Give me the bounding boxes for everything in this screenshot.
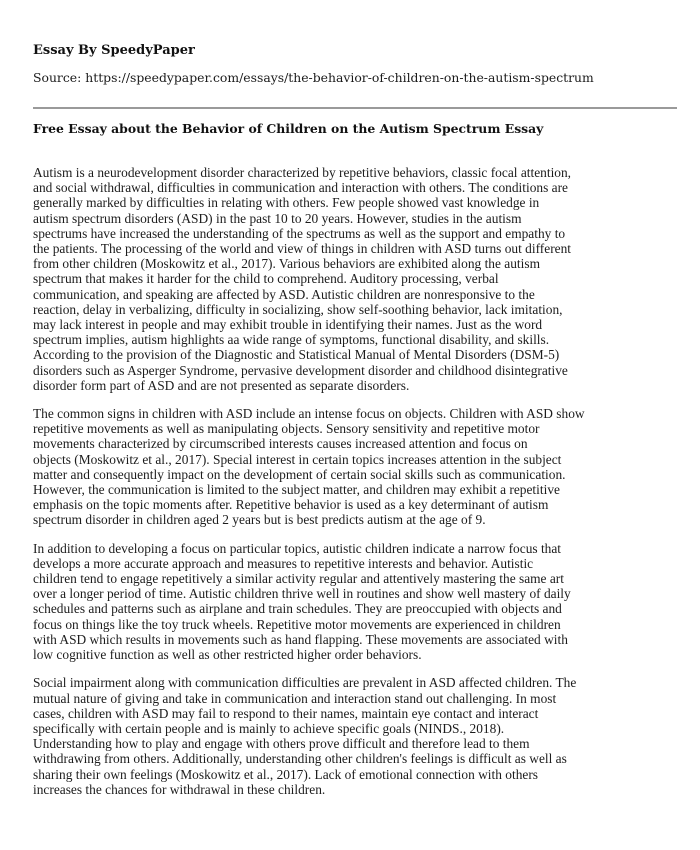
text-line: spectrums have increased the understanding of the spectrums as well as the support and empathy to (33, 225, 566, 241)
text-line: repetitive movements as well as manipulating objects. Sensory sensitivity and repetitive motor (33, 421, 540, 437)
text-line: objects (Moskowitz et al., 2017). Special interest in certain topics increases attention in the subject (33, 451, 562, 467)
text-line: with ASD which results in movements such as hand flapping. These movements are associated with (33, 631, 568, 647)
text-line: matter and consequently impact on the development of certain social skills such as communication. (33, 466, 566, 482)
text-line: disorders such as Asperger Syndrome, pervasive development disorder and childhood disintegrative (33, 362, 568, 378)
source-line: Source: https://speedypaper.com/essays/the-behavior-of-children-on-the-autism-spectrum (33, 70, 594, 85)
text-line: autism spectrum disorders (ASD) in the past 10 to 20 years. However, studies in the autism (33, 210, 522, 226)
essay-by-heading: Essay By SpeedyPaper (33, 43, 195, 58)
text-line: the patients. The processing of the world and view of things in children with ASD turns out different (33, 241, 572, 257)
text-line: mutual nature of giving and take in communication and interaction stand out challenging. In most (33, 690, 557, 706)
text-line: withdrawing from others. Additionally, understanding other children's feelings is difficult as well as (33, 751, 567, 767)
text-line: In addition to developing a focus on particular topics, autistic children indicate a narrow focus that (33, 540, 562, 556)
text-line: movements characterized by circumscribed interests causes increased attention and focus on (33, 436, 528, 452)
text-line: specifically with certain people and is mainly to achieve specific goals (NINDS., 2018). (33, 720, 505, 736)
text-line: disorder form part of ASD and are not presented as separate disorders. (33, 377, 410, 393)
text-line: However, the communication is limited to the subject matter, and children may exhibit a repetitive (33, 482, 560, 498)
text-line: from other children (Moskowitz et al., 2017). Various behaviors are exhibited along the autism (33, 256, 540, 272)
header-divider (33, 107, 677, 109)
text-line: Social impairment along with communication difficulties are prevalent in ASD affected children. The (33, 675, 577, 691)
text-line: focus on things like the toy truck wheels. Repetitive motor movements are experienced in children (33, 616, 561, 632)
text-line: spectrum implies, autism highlights aa wide range of symptoms, functional disability, and skills. (33, 332, 550, 348)
essay-body (33, 165, 683, 810)
essay-title: Free Essay about the Behavior of Children on the Autism Spectrum Essay (33, 121, 544, 136)
text-line: reaction, delay in verbalizing, difficulty in socializing, show self-soothing behavior, lack imitation, (33, 301, 563, 317)
text-line: spectrum that makes it harder for the child to comprehend. Auditory processing, verbal (33, 271, 499, 287)
text-line: sharing their own feelings (Moskowitz et al., 2017). Lack of emotional connection with others (33, 766, 538, 782)
text-line: cases, children with ASD may fail to respond to their names, maintain eye contact and interact (33, 705, 539, 721)
paragraph-1 (33, 165, 683, 393)
text-line: spectrum disorder in children aged 2 years but is best predicts autism at the age of 9. (33, 512, 486, 528)
text-line: children tend to engage repetitively a similar activity regular and attentively mastering the same art (33, 571, 564, 587)
text-line: Autism is a neurodevelopment disorder characterized by repetitive behaviors, classic focal attention, (33, 165, 572, 180)
text-line: increases the chances for withdrawal in these children. (33, 781, 326, 797)
text-line: emphasis on the topic moments after. Repetitive behavior is used as a key determinant of autism (33, 497, 549, 513)
text-line: schedules and patterns such as airplane and train schedules. They are preoccupied with objects and (33, 601, 562, 617)
paragraph-4 (33, 675, 683, 797)
text-line: communication, and speaking are affected by ASD. Autistic children are nonresponsive to the (33, 286, 535, 302)
text-line: The common signs in children with ASD include an intense focus on objects. Children with ASD show (33, 406, 585, 422)
text-line: and social withdrawal, difficulties in communication and interaction with others. The conditions are (33, 180, 568, 196)
text-line: low cognitive function as well as other restricted higher order behaviors. (33, 647, 422, 663)
text-line: may lack interest in people and may exhibit trouble in identifying their names. Just as the word (33, 317, 543, 333)
text-line: generally marked by difficulties in relating with others. Few people showed vast knowledge in (33, 195, 540, 211)
text-line: Understanding how to play and engage with others prove difficult and therefore lead to them (33, 736, 530, 752)
paragraph-2 (33, 406, 683, 528)
text-line: develops a more accurate approach and measures to repetitive interests and behavior. Autistic (33, 555, 534, 571)
text-line: over a longer period of time. Autistic children thrive well in routines and show well mastery of daily (33, 586, 571, 602)
text-line: According to the provision of the Diagnostic and Statistical Manual of Mental Disorders (DSM-5) (33, 347, 560, 363)
paragraph-3 (33, 541, 683, 663)
